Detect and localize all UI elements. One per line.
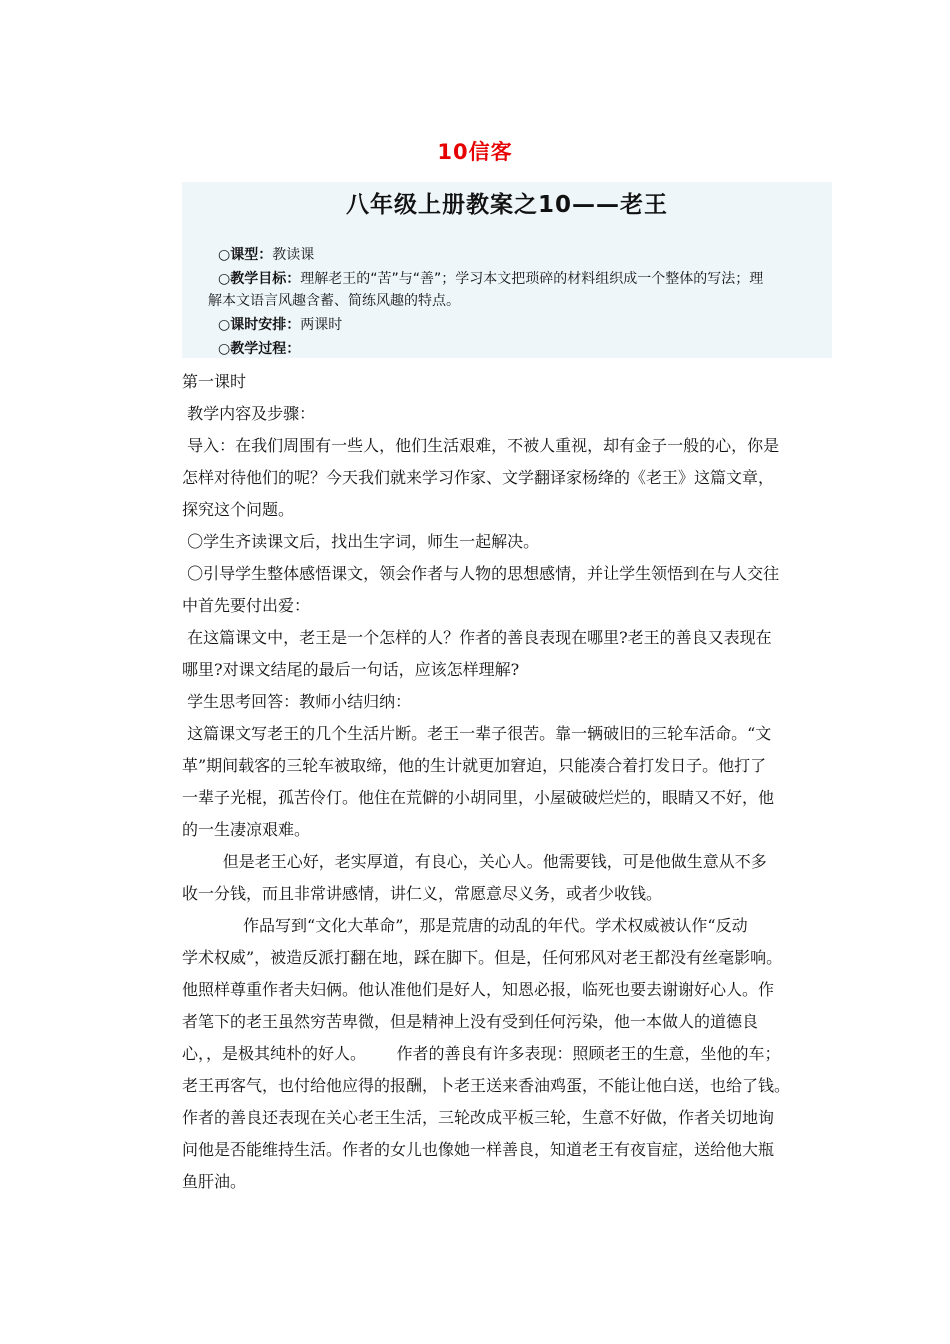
text-line: 探究这个问题。 bbox=[182, 500, 295, 519]
text-line: 〇引导学生整体感悟课文，领会作者与人物的思想感情，并让学生领悟到在与人交往 bbox=[182, 564, 780, 583]
text-line: 教学内容及步骤： bbox=[182, 404, 316, 423]
text-line: 第一课时 bbox=[182, 372, 247, 391]
text-line: 心，，是极其纯朴的好人。 作者的善良有许多表现：照顾老王的生意，坐他的车； bbox=[182, 1044, 781, 1063]
text-line: 鱼肝油。 bbox=[182, 1172, 247, 1191]
schedule-line bbox=[218, 314, 342, 336]
text-line: 者笔下的老王虽然穷苦卑微，但是精神上没有受到任何污染，他一本做人的道德良 bbox=[182, 1012, 759, 1031]
text-line: 在这篇课文中，老王是一个怎样的人？作者的善良表现在哪里?老王的善良又表现在 bbox=[182, 628, 772, 647]
text-line: 老王再客气，也付给他应得的报酬，卜老王送来香油鸡蛋，不能让他白送，也给了钱。 bbox=[182, 1076, 791, 1095]
teaching-goal-line bbox=[208, 268, 808, 312]
text-line: 中首先要付出爱： bbox=[182, 596, 311, 615]
text-line: 但是老王心好，老实厚道，有良心，关心人。他需要钱，可是他做生意从不多 bbox=[182, 852, 767, 871]
text-line: 收一分钱，而且非常讲感情，讲仁义，常愿意尽义务，或者少收钱。 bbox=[182, 884, 663, 903]
text-line: 这篇课文写老王的几个生活片断。老王一辈子很苦。靠一辆破旧的三轮车活命。“文 bbox=[182, 724, 772, 743]
text-line: 作品写到“文化大革命”，那是荒唐的动乱的年代。学术权威被认作“反动 bbox=[182, 916, 748, 935]
process-label: ○教学过程： bbox=[218, 341, 301, 357]
lesson-type-line bbox=[218, 244, 314, 266]
text-line: 作者的善良还表现在关心老王生活，三轮改成平板三轮，生意不好做，作者关切地询 bbox=[182, 1108, 775, 1127]
text-line: 怎样对待他们的呢？今天我们就来学习作家、文学翻译家杨绛的《老王》这篇文章， bbox=[182, 468, 775, 487]
body-text bbox=[182, 366, 812, 1198]
teaching-goal-continued: 解本文语言风趣含蓄、简练风趣的特点。 bbox=[208, 293, 460, 309]
schedule-label: ○课时安排： bbox=[218, 317, 301, 333]
text-line: 哪里?对课文结尾的最后一句话，应该怎样理解? bbox=[182, 660, 520, 679]
lesson-type-value: 教读课 bbox=[272, 247, 315, 263]
text-line: 学生思考回答：教师小结归纳： bbox=[182, 692, 412, 711]
text-line: 问他是否能维持生活。作者的女儿也像她一样善良，知道老王有夜盲症，送给他大瓶 bbox=[182, 1140, 775, 1159]
lesson-plan-title: 八年级上册教案之10——老王 bbox=[345, 192, 668, 218]
process-line bbox=[218, 338, 300, 360]
lesson-title: 10信客 bbox=[437, 140, 513, 164]
lesson-header-box bbox=[182, 182, 832, 358]
text-line: 一辈子光棍，孤苦伶仃。他住在荒僻的小胡同里，小屋破破烂烂的，眼睛又不好，他 bbox=[182, 788, 775, 807]
text-line: 的一生凄凉艰难。 bbox=[182, 820, 311, 839]
teaching-goal-value: 理解老王的“苦”与“善”；学习本文把琐碎的材料组织成一个整体的写法；理 bbox=[300, 271, 764, 287]
text-line: 他照样尊重作者夫妇俩。他认准他们是好人，知恩必报，临死也要去谢谢好心人。作 bbox=[182, 980, 775, 999]
teaching-goal-label: ○教学目标： bbox=[218, 271, 301, 287]
text-line: 革”期间载客的三轮车被取缔，他的生计就更加窘迫，只能凑合着打发日子。他打了 bbox=[182, 756, 767, 775]
lesson-type-label: ○课型： bbox=[218, 247, 273, 263]
text-line: 导入：在我们周围有一些人，他们生活艰难，不被人重视，却有金子一般的心，你是 bbox=[182, 436, 780, 455]
text-line: 学术权威”，被造反派打翻在地，踩在脚下。但是，任何邪风对老王都没有丝毫影响。 bbox=[182, 948, 783, 967]
schedule-value: 两课时 bbox=[300, 317, 343, 333]
text-line: 〇学生齐读课文后，找出生字词，师生一起解决。 bbox=[182, 532, 540, 551]
